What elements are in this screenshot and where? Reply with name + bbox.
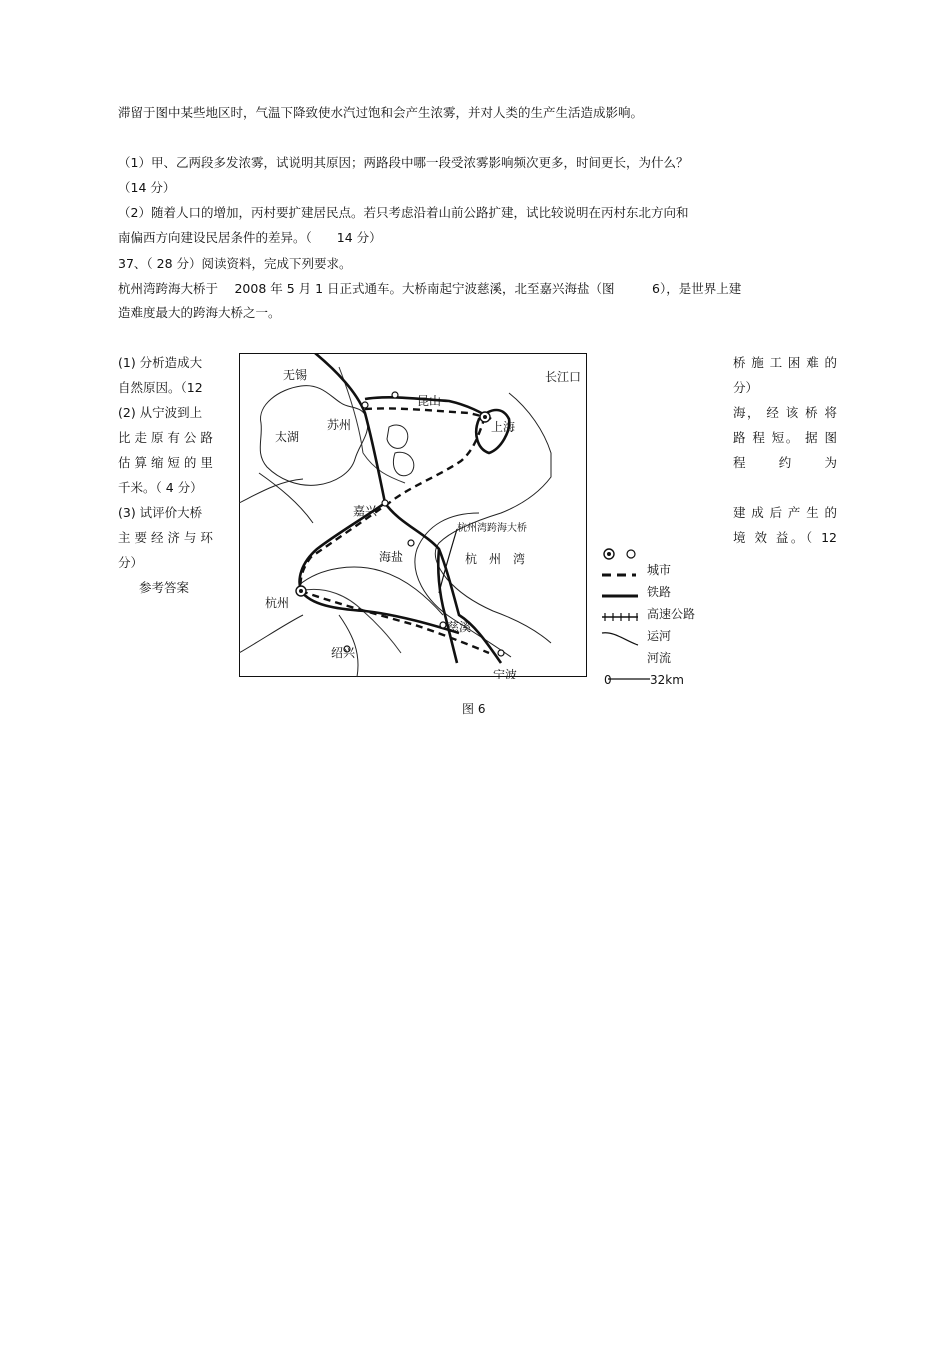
city-hangzhou-marker bbox=[296, 586, 306, 596]
label-changjiangkou: 长江口 bbox=[545, 370, 582, 384]
label-haiyan: 海盐 bbox=[379, 550, 404, 564]
right-col-1: 桥 施 工 困 难 的 bbox=[733, 355, 837, 370]
legend-canal: 运河 bbox=[647, 629, 672, 643]
left-col-9: 分） bbox=[118, 555, 144, 570]
label-hangzhou: 杭州 bbox=[265, 596, 290, 610]
left-col-2: 自然原因。（12 bbox=[118, 380, 203, 395]
scale-zero: 0 bbox=[604, 673, 612, 687]
question-2: （2）随着人口的增加，丙村要扩建居民点。若只考虑沿着山前公路扩建，试比较说明在丙村东北方向和 bbox=[118, 205, 689, 220]
material-text-cont: 造难度最大的跨海大桥之一。 bbox=[118, 305, 281, 320]
label-shaoxing: 绍兴 bbox=[331, 646, 356, 660]
label-wuxi: 无锡 bbox=[283, 368, 308, 382]
legend-railway: 铁路 bbox=[647, 585, 672, 599]
legend-river: 河流 bbox=[647, 651, 672, 665]
material-text: 杭州湾跨海大桥于 2008 年 5 月 1 日正式通车。大桥南起宁波慈溪，北至嘉兴海盐（图 6），是世界上建 bbox=[118, 281, 742, 296]
label-bridge: 杭州湾跨海大桥 bbox=[457, 523, 527, 534]
left-col-8: 主 要 经 济 与 环 bbox=[118, 530, 213, 545]
right-col-7: 建 成 后 产 生 的 bbox=[733, 505, 837, 520]
text-line-1: 滞留于图中某些地区时，气温下降致使水汽过饱和会产生浓雾，并对人类的生产生活造成影响。 bbox=[118, 105, 644, 120]
right-col-5: 程 约 为 bbox=[733, 455, 837, 470]
label-shanghai: 上海 bbox=[491, 420, 516, 434]
question-1: （1）甲、乙两段多发浓雾，试说明其原因；两路段中哪一段受浓雾影响频次更多，时间更长，为什么？ bbox=[118, 155, 689, 170]
label-cixi: 慈溪 bbox=[447, 620, 472, 634]
left-col-3: (2) 从宁波到上 bbox=[118, 405, 203, 420]
legend-symbols bbox=[600, 545, 650, 685]
left-col-5: 估 算 缩 短 的 里 bbox=[118, 455, 213, 470]
scale-end: 32km bbox=[650, 673, 684, 687]
right-col-4: 路 程 短。 据 图 bbox=[733, 430, 837, 445]
label-suzhou: 苏州 bbox=[327, 418, 352, 432]
legend-city: 城市 bbox=[647, 563, 672, 577]
left-col-1: (1) 分析造成大 bbox=[118, 355, 203, 370]
figure-caption: 图 6 bbox=[462, 702, 486, 716]
reference-answer-label: 参考答案 bbox=[139, 580, 190, 595]
left-col-6: 千米。（ 4 分） bbox=[118, 480, 203, 495]
label-jiaxing: 嘉兴 bbox=[353, 504, 378, 518]
label-kunshan: 昆山 bbox=[417, 394, 442, 408]
label-hangzhouwan: 杭 州 湾 bbox=[465, 552, 526, 566]
map-figure bbox=[239, 353, 589, 679]
label-taihu: 太湖 bbox=[275, 430, 300, 444]
left-col-7: (3) 试评价大桥 bbox=[118, 505, 203, 520]
legend-expressway: 高速公路 bbox=[647, 607, 696, 621]
right-col-8: 境 效 益。（ 12 bbox=[733, 530, 837, 545]
right-col-3: 海， 经 该 桥 将 bbox=[733, 405, 837, 420]
right-col-2: 分） bbox=[733, 380, 759, 395]
question-37-heading: 37、（ 28 分）阅读资料，完成下列要求。 bbox=[118, 256, 352, 271]
label-ningbo: 宁波 bbox=[493, 668, 518, 679]
left-col-4: 比 走 原 有 公 路 bbox=[118, 430, 213, 445]
city-shanghai-marker bbox=[480, 412, 490, 422]
question-1-score: （14 分） bbox=[118, 180, 176, 195]
question-2-cont: 南偏西方向建设民居条件的差异。（ 14 分） bbox=[118, 230, 382, 245]
